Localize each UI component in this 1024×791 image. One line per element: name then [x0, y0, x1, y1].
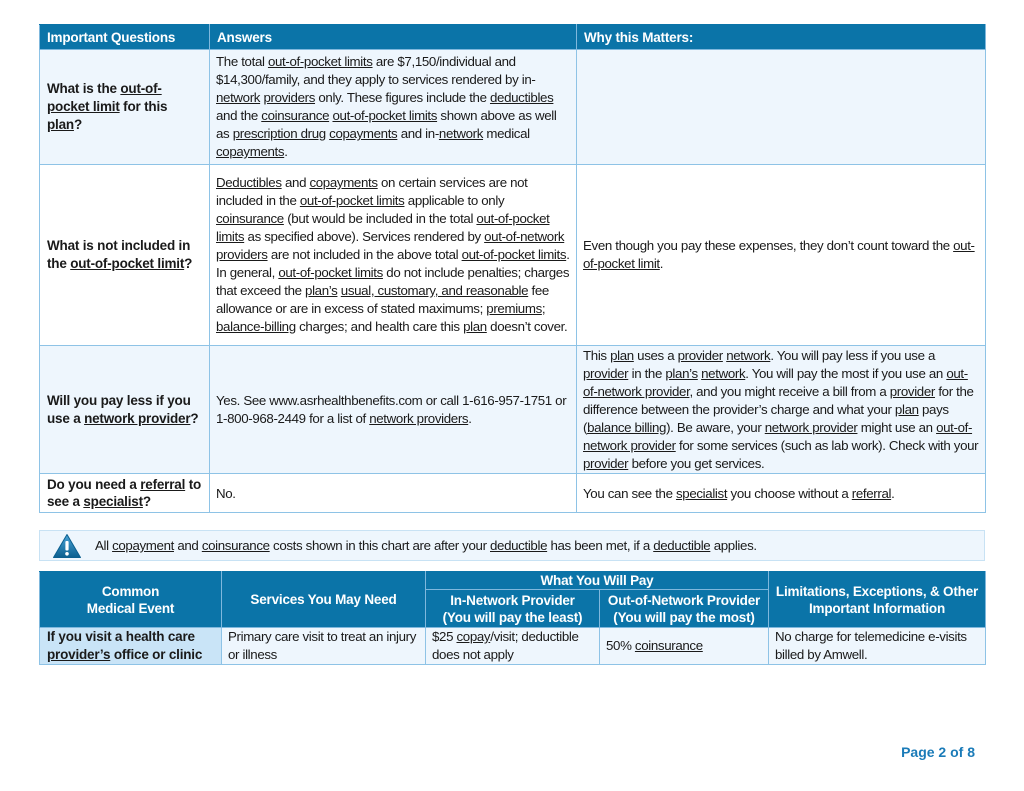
table-header-row — [40, 25, 986, 50]
glossary-term-link[interactable]: out-of-pocket limits — [267, 54, 373, 69]
limitations-cell: No charge for telemedicine e-visits billed by Amwell. — [769, 628, 986, 665]
glossary-term-link[interactable]: provider’s — [47, 647, 111, 662]
glossary-term-link[interactable]: plan — [610, 347, 634, 363]
glossary-term-link[interactable]: plan’s — [665, 365, 698, 381]
glossary-term-link[interactable]: providers — [263, 90, 316, 105]
in-network-cost-cell: $25 copay/visit; deductible does not apply — [426, 628, 600, 665]
table-header-row — [40, 572, 986, 590]
glossary-term-link[interactable]: Deductibles — [216, 175, 282, 190]
medical-event-cell: If you visit a health care provider’s office or clinic — [40, 628, 222, 665]
glossary-term-link[interactable]: deductibles — [489, 90, 554, 105]
table-row — [40, 346, 986, 474]
notice-text: All copayment and coinsurance costs shown in this chart are after your deductible has been met, if a deductible applies. — [95, 538, 757, 553]
glossary-term-link[interactable]: out-of-pocket limits — [278, 265, 383, 280]
warning-icon — [52, 533, 82, 559]
table-row — [40, 474, 986, 513]
glossary-term-link[interactable]: provider — [583, 455, 629, 471]
glossary-term-link[interactable]: plan — [47, 117, 74, 132]
glossary-term-link[interactable]: network — [216, 90, 261, 105]
glossary-term-link[interactable]: deductible — [490, 538, 548, 553]
header-common-medical-event: Common Medical Event — [40, 572, 222, 628]
glossary-term-link[interactable]: usual, customary, and reasonable — [340, 283, 529, 298]
glossary-term-link[interactable]: provider — [583, 365, 629, 381]
table-row — [40, 165, 986, 346]
glossary-term-link[interactable]: out-of-pocket limit — [47, 81, 162, 114]
header-what-you-will-pay: What You Will Pay — [426, 572, 769, 590]
service-cell: Primary care visit to treat an injury or illness — [222, 628, 426, 665]
glossary-term-link[interactable]: plan — [463, 319, 487, 334]
header-limitations: Limitations, Exceptions, & Other Important Information — [769, 572, 986, 628]
why-cell: Even though you pay these expenses, they don’t count toward the out-of-pocket limit. — [577, 165, 986, 346]
glossary-term-link[interactable]: network — [726, 347, 771, 363]
glossary-term-link[interactable]: plan’s — [305, 283, 338, 298]
answer-cell: No. — [210, 474, 577, 513]
glossary-term-link[interactable]: network — [701, 365, 746, 381]
glossary-term-link[interactable]: prescription drug — [232, 126, 326, 141]
glossary-term-link[interactable]: out-of-network provider — [583, 419, 973, 453]
glossary-term-link[interactable]: balance-billing — [216, 319, 296, 334]
glossary-term-link[interactable]: deductible — [653, 538, 711, 553]
glossary-term-link[interactable]: plan — [894, 401, 919, 417]
why-cell: You can see the specialist you choose without a referral. — [577, 474, 986, 513]
table-row — [40, 628, 986, 665]
glossary-term-link[interactable]: copayments — [329, 126, 398, 141]
glossary-term-link[interactable]: out-of-pocket limit — [70, 256, 185, 271]
glossary-term-link[interactable]: coinsurance — [216, 211, 284, 226]
glossary-term-link[interactable]: premiums — [486, 301, 542, 316]
out-of-network-cost-cell: 50% coinsurance — [600, 628, 769, 665]
page-number: Page 2 of 8 — [901, 744, 975, 760]
glossary-term-link[interactable]: referral — [851, 485, 892, 501]
why-cell — [577, 50, 986, 165]
why-cell: This plan uses a provider network. You will pay less if you use a provider in the plan’s network. You will pay the most if you use an out-of-network provider, and you might receive a bill from a provider for the difference between the provider’s charge and what your plan pays (balance billing). Be aware, your network provider might use an out-of-network provider for some services (such as lab work). Check with your provider before you get services. — [577, 346, 986, 474]
glossary-term-link[interactable]: out-of-network provider — [583, 365, 968, 399]
glossary-term-link[interactable]: out-of-network providers — [216, 229, 565, 262]
glossary-term-link[interactable]: copayments — [216, 144, 285, 159]
glossary-term-link[interactable]: network providers — [369, 410, 469, 426]
glossary-term-link[interactable]: provider — [677, 347, 723, 363]
glossary-term-link[interactable]: out-of-pocket limits — [461, 247, 567, 262]
glossary-term-link[interactable]: balance billing — [587, 419, 667, 435]
glossary-term-link[interactable]: coinsurance — [201, 538, 270, 553]
answer-cell: Deductibles and copayments on certain services are not included in the out-of-pocket limits applicable to only coinsurance (but would be included in the total out-of-pocket limits as specified above). Services rendered by out-of-network providers are not included in the above total out-of-pocket limits. In general, out-of-pocket limits do not include penalties; charges that exceed the plan’s usual, customary, and reasonable fee allowance or are in excess of stated maximums; premiums; balance-billing charges; and health care this plan doesn’t cover. — [210, 165, 577, 346]
glossary-term-link[interactable]: provider — [889, 383, 935, 399]
notice-bar — [39, 530, 985, 561]
medical-events-table — [39, 571, 986, 665]
glossary-term-link[interactable]: out-of-pocket limits — [332, 108, 438, 123]
glossary-term-link[interactable]: specialist — [675, 485, 728, 501]
answer-cell: The total out-of-pocket limits are $7,150/individual and $14,300/family, and they apply to services rendered by in-network providers only. These figures include the deductibles and the coinsurance out-of-pocket limits shown above as well as prescription drug copayments and in-network medical copayments. — [210, 50, 577, 165]
header-important-questions: Important Questions — [40, 25, 210, 50]
glossary-term-link[interactable]: specialist — [83, 494, 143, 509]
glossary-term-link[interactable]: network provider — [764, 419, 858, 435]
header-services-you-may-need: Services You May Need — [222, 572, 426, 628]
question-cell: What is the out-of-pocket limit for this plan? — [40, 50, 210, 165]
glossary-term-link[interactable]: network provider — [84, 410, 191, 426]
glossary-term-link[interactable]: copay — [456, 629, 491, 644]
table-row — [40, 50, 986, 165]
glossary-term-link[interactable]: coinsurance — [634, 638, 703, 653]
header-in-network-provider: In-Network Provider (You will pay the least) — [426, 590, 600, 628]
glossary-term-link[interactable]: out-of-pocket limits — [216, 211, 550, 244]
glossary-term-link[interactable]: network — [438, 126, 484, 141]
glossary-term-link[interactable]: referral — [140, 477, 186, 492]
header-out-of-network-provider: Out-of-Network Provider (You will pay the most) — [600, 590, 769, 628]
header-why-this-matters: Why this Matters: — [577, 25, 986, 50]
glossary-term-link[interactable]: copayment — [112, 538, 174, 553]
answer-cell: Yes. See www.asrhealthbenefits.com or call 1-616-957-1751 or 1-800-968-2449 for a list of network providers. — [210, 346, 577, 474]
glossary-term-link[interactable]: out-of-pocket limit — [583, 238, 975, 271]
question-cell: What is not included in the out-of-pocket limit? — [40, 165, 210, 346]
glossary-term-link[interactable]: copayments — [309, 175, 378, 190]
glossary-term-link[interactable]: coinsurance — [261, 108, 330, 123]
header-answers: Answers — [210, 25, 577, 50]
glossary-term-link[interactable]: out-of-pocket limits — [299, 193, 405, 208]
question-cell: Do you need a referral to see a specialist? — [40, 474, 210, 513]
question-cell: Will you pay less if you use a network provider? — [40, 346, 210, 474]
important-questions-table — [39, 24, 986, 513]
